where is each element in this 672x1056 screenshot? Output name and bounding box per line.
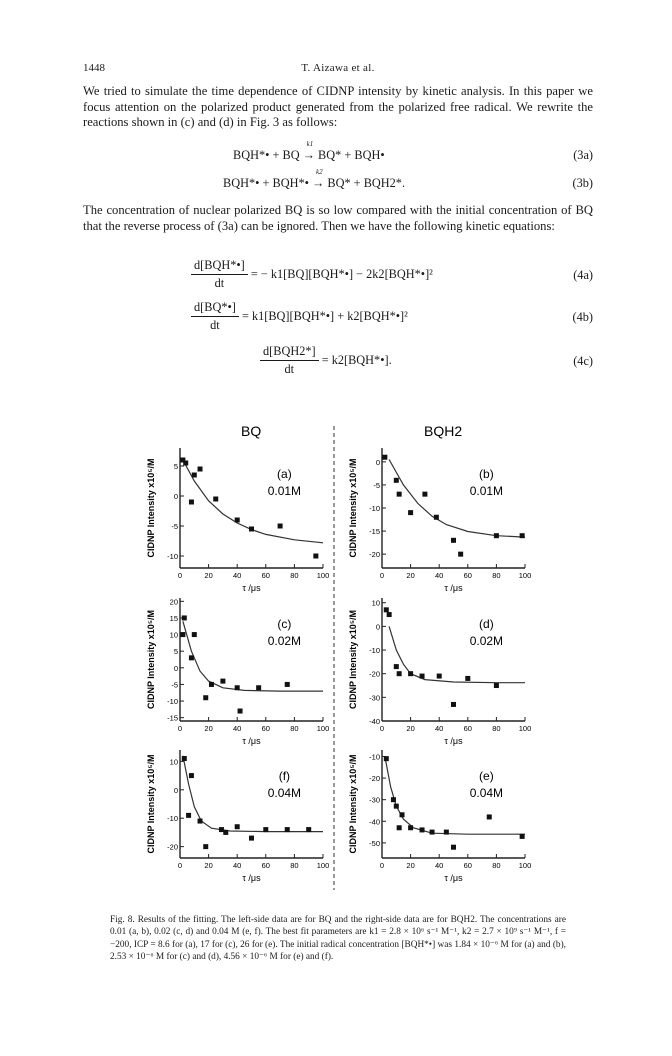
panel-label: (c) (277, 617, 292, 631)
data-point (408, 510, 413, 515)
y-tick-label: -10 (369, 646, 380, 656)
y-tick-label: 5 (173, 462, 178, 471)
x-tick-label: 80 (290, 861, 299, 870)
data-point (394, 664, 399, 669)
eq-3a-rate-label: k1 (306, 140, 314, 148)
concentration-label: 0.02M (469, 634, 504, 648)
eq-4c-fraction (260, 344, 319, 377)
x-tick-label: 100 (518, 724, 532, 733)
chart-panel (146, 597, 329, 746)
y-tick-label: 0 (173, 785, 178, 795)
y-tick-label: 5 (173, 647, 178, 657)
x-axis-label: τ /μs (444, 583, 463, 593)
eq-3a-rhs: BQ* + BQH• (318, 148, 385, 162)
eq-4b-numerator: d[BQ*•] (191, 300, 239, 317)
data-point (397, 492, 402, 497)
data-point (387, 612, 392, 617)
y-tick-label: 0 (173, 492, 178, 501)
data-point (235, 824, 240, 829)
data-point (394, 478, 399, 483)
data-point (420, 827, 425, 832)
data-point (192, 632, 197, 637)
y-tick-label: -5 (171, 680, 178, 690)
y-axis-label: CIDNP Intensity x10⁵/M (146, 754, 156, 854)
data-point (494, 533, 499, 538)
x-tick-label: 80 (492, 724, 501, 733)
data-point (278, 524, 283, 529)
y-tick-label: 10 (169, 630, 178, 640)
running-head: T. Aizawa et al. (301, 62, 375, 74)
y-axis-label: CIDNP Intensity x10⁵/M (348, 458, 358, 558)
data-point (430, 830, 435, 835)
fit-curve (183, 756, 323, 832)
y-tick-label: 0 (375, 457, 380, 467)
x-tick-label: 40 (435, 861, 444, 870)
x-tick-label: 40 (233, 724, 242, 733)
panel-label: (d) (479, 617, 494, 631)
equation-4b (83, 300, 593, 336)
y-tick-label: -10 (167, 552, 178, 561)
x-axis-label: τ /μs (242, 736, 261, 746)
y-tick-label: -10 (369, 752, 380, 762)
y-tick-label: 10 (371, 598, 380, 608)
data-point (238, 709, 243, 714)
eq-3a-lhs: BQH*• + BQ (233, 148, 300, 162)
data-point (451, 845, 456, 850)
x-tick-label: 40 (233, 571, 242, 580)
data-point (394, 804, 399, 809)
x-tick-label: 0 (177, 724, 183, 733)
x-tick-label: 100 (518, 571, 532, 580)
data-point (520, 533, 525, 538)
y-tick-label: 20 (169, 597, 178, 607)
data-point (219, 827, 224, 832)
paragraph-kinetics: The concentration of nuclear polarized BQ is so low compared with the initial concentration of BQ that the reverse process of (3a) can be ignored. Then we have the following kinetic equations: (83, 203, 593, 233)
y-tick-label: 15 (169, 613, 178, 623)
y-axis-label: CIDNP Intensity x10⁵/M (348, 754, 358, 854)
x-tick-label: 60 (261, 571, 270, 580)
concentration-label: 0.04M (469, 786, 504, 800)
x-tick-label: 20 (204, 571, 213, 580)
data-point (183, 461, 188, 466)
y-tick-label: -10 (167, 697, 178, 707)
data-point (186, 813, 191, 818)
eq-4c-rhs: = k2[BQH*•]. (321, 353, 392, 367)
eq-4a-number: (4a) (573, 268, 593, 282)
chart-panel (348, 750, 531, 883)
data-point (408, 825, 413, 830)
figure-caption: Fig. 8. Results of the fitting. The left-side data are for BQ and the right-side data are for BQH2. The concentrations are 0.01 (a, b), 0.02 (c, d) and 0.04 M (e, f). The best fit parameters are k1 = 2.8 × 10⁶ s⁻¹ M⁻¹, k2 = 2.7 × 10⁹ s⁻¹ M⁻¹, f = −200, ICP = 8.6 for (a), 17 for (c), 26 for (e). The initial radical concentration [BQH*•] was 1.84 × 10⁻⁶ M for (a) and (b), 2.53 × 10⁻⁶ M for (c) and (d), 4.56 × 10⁻⁶ M for (e) and (f). (110, 915, 566, 963)
y-axis-label: CIDNP Intensity x10⁵/M (146, 458, 156, 558)
concentration-label: 0.02M (267, 634, 302, 648)
x-tick-label: 20 (204, 861, 213, 870)
x-tick-label: 100 (316, 861, 330, 870)
x-tick-label: 100 (316, 571, 330, 580)
data-point (397, 825, 402, 830)
data-point (451, 702, 456, 707)
data-point (434, 515, 439, 520)
data-point (256, 685, 261, 690)
data-point (400, 812, 405, 817)
data-point (313, 554, 318, 559)
panel-label: (b) (479, 467, 494, 481)
data-point (487, 814, 492, 819)
data-point (223, 830, 228, 835)
y-tick-label: -30 (369, 795, 380, 805)
y-tick-label: -15 (369, 527, 380, 537)
y-tick-label: 10 (169, 757, 178, 767)
data-point (422, 492, 427, 497)
x-tick-label: 80 (492, 571, 501, 580)
equation-3b (83, 168, 593, 196)
data-point (198, 819, 203, 824)
x-tick-label: 60 (261, 861, 270, 870)
x-tick-label: 60 (463, 571, 472, 580)
y-tick-label: 0 (173, 663, 178, 673)
x-tick-label: 60 (261, 724, 270, 733)
eq-4a-fraction (191, 258, 248, 291)
column-title-bq: BQ (241, 423, 262, 439)
y-tick-label: -20 (369, 774, 380, 784)
data-point (384, 607, 389, 612)
y-axis-label: CIDNP Intensity x10⁵/M (348, 609, 358, 710)
x-tick-label: 40 (435, 724, 444, 733)
x-tick-label: 60 (463, 724, 472, 733)
chart-panel (146, 448, 329, 593)
data-point (444, 830, 449, 835)
y-tick-label: -5 (171, 522, 178, 531)
fit-curve (183, 621, 323, 691)
data-point (203, 695, 208, 700)
x-tick-label: 80 (290, 724, 299, 733)
y-tick-label: -10 (167, 814, 178, 824)
data-point (235, 685, 240, 690)
panel-label: (f) (278, 769, 291, 783)
data-point (189, 655, 194, 660)
y-tick-label: -15 (167, 713, 178, 723)
paragraph-intro: We tried to simulate the time dependence of CIDNP intensity by kinetic analysis. In this paper we focus attention on the polarized product generated from the polarized free radical. We rewrite the reactions shown in (c) and (d) in Fig. 3 as follows: (83, 84, 593, 129)
y-tick-label: -50 (369, 838, 380, 848)
x-tick-label: 0 (379, 724, 385, 733)
data-point (249, 527, 254, 532)
y-tick-label: -20 (369, 669, 380, 679)
eq-4b-denominator: dt (210, 318, 220, 332)
data-point (182, 615, 187, 620)
x-tick-label: 0 (379, 571, 385, 580)
x-axis-label: τ /μs (242, 873, 261, 883)
data-point (437, 674, 442, 679)
data-point (420, 674, 425, 679)
figure-8 (0, 410, 672, 910)
y-tick-label: -40 (369, 717, 380, 726)
data-point (189, 500, 194, 505)
x-tick-label: 0 (379, 861, 385, 870)
data-point (203, 844, 208, 849)
x-tick-label: 20 (406, 571, 415, 580)
data-point (263, 827, 268, 832)
x-tick-label: 0 (177, 571, 183, 580)
data-point (249, 836, 254, 841)
data-point (520, 834, 525, 839)
data-point (458, 552, 463, 557)
data-point (213, 497, 218, 502)
data-point (209, 682, 214, 687)
x-tick-label: 100 (316, 724, 330, 733)
page-number: 1448 (83, 62, 105, 74)
reaction-arrow: k2 → (312, 168, 325, 190)
y-tick-label: 0 (375, 622, 380, 632)
eq-3a-number: (3a) (573, 148, 593, 162)
y-tick-label: -30 (369, 693, 380, 703)
chart-panel (348, 598, 531, 746)
equation-4a (83, 258, 593, 294)
data-point (192, 473, 197, 478)
eq-4a-denominator: dt (214, 276, 225, 290)
chart-panel (348, 448, 531, 593)
x-axis-label: τ /μs (444, 873, 463, 883)
x-tick-label: 20 (406, 861, 415, 870)
fit-curve (385, 757, 525, 835)
data-point (285, 827, 290, 832)
eq-4c-number: (4c) (573, 354, 593, 368)
panel-label: (e) (479, 769, 494, 783)
x-tick-label: 40 (435, 571, 444, 580)
y-tick-label: -20 (167, 842, 178, 852)
eq-3b-rhs: BQ* + BQH2*. (327, 176, 406, 190)
x-tick-label: 80 (290, 571, 299, 580)
equation-3a (83, 140, 593, 168)
x-tick-label: 0 (177, 861, 183, 870)
data-point (306, 827, 311, 832)
y-axis-label: CIDNP Intensity x10⁵/M (146, 609, 156, 710)
data-point (451, 538, 456, 543)
data-point (235, 518, 240, 523)
data-point (397, 671, 402, 676)
x-tick-label: 20 (406, 724, 415, 733)
data-point (382, 455, 387, 460)
eq-3b-number: (3b) (572, 176, 593, 190)
data-point (180, 632, 185, 637)
data-point (189, 773, 194, 778)
page-header (83, 62, 593, 78)
fit-curve (389, 460, 525, 538)
reaction-arrow: k1 → (302, 140, 315, 162)
eq-4b-fraction (191, 300, 239, 333)
eq-4b-rhs: = k1[BQ][BQH*•] + k2[BQH*•]² (241, 309, 408, 323)
data-point (391, 797, 396, 802)
eq-3b-lhs: BQH*• + BQH*• (223, 176, 309, 190)
x-axis-label: τ /μs (242, 583, 261, 593)
eq-4a-numerator: d[BQH*•] (191, 258, 248, 275)
data-point (198, 467, 203, 472)
eq-4a-rhs: = − k1[BQ][BQH*•] − 2k2[BQH*•]² (250, 267, 433, 281)
data-point (384, 756, 389, 761)
panel-label: (a) (277, 467, 292, 481)
data-point (465, 676, 470, 681)
eq-4b-number: (4b) (572, 310, 593, 324)
data-point (285, 682, 290, 687)
equation-4c (83, 344, 593, 380)
x-tick-label: 60 (463, 861, 472, 870)
y-tick-label: -10 (369, 504, 380, 513)
x-tick-label: 40 (233, 861, 242, 870)
data-point (408, 671, 413, 676)
concentration-label: 0.04M (267, 786, 302, 800)
y-tick-label: -5 (373, 480, 380, 490)
data-point (494, 683, 499, 688)
column-title-bqh2: BQH2 (424, 423, 463, 439)
eq-4c-denominator: dt (284, 362, 295, 376)
data-point (220, 679, 225, 684)
x-axis-label: τ /μs (444, 736, 463, 746)
eq-3b-rate-label: k2 (316, 168, 323, 176)
concentration-label: 0.01M (267, 484, 302, 498)
data-point (182, 756, 187, 761)
chart-panel (146, 750, 329, 883)
x-tick-label: 80 (492, 861, 501, 870)
concentration-label: 0.01M (469, 484, 504, 498)
x-tick-label: 100 (518, 861, 532, 870)
eq-4c-numerator: d[BQH2*] (260, 344, 319, 361)
y-tick-label: -40 (369, 817, 380, 827)
y-tick-label: -20 (369, 550, 380, 560)
x-tick-label: 20 (204, 724, 213, 733)
